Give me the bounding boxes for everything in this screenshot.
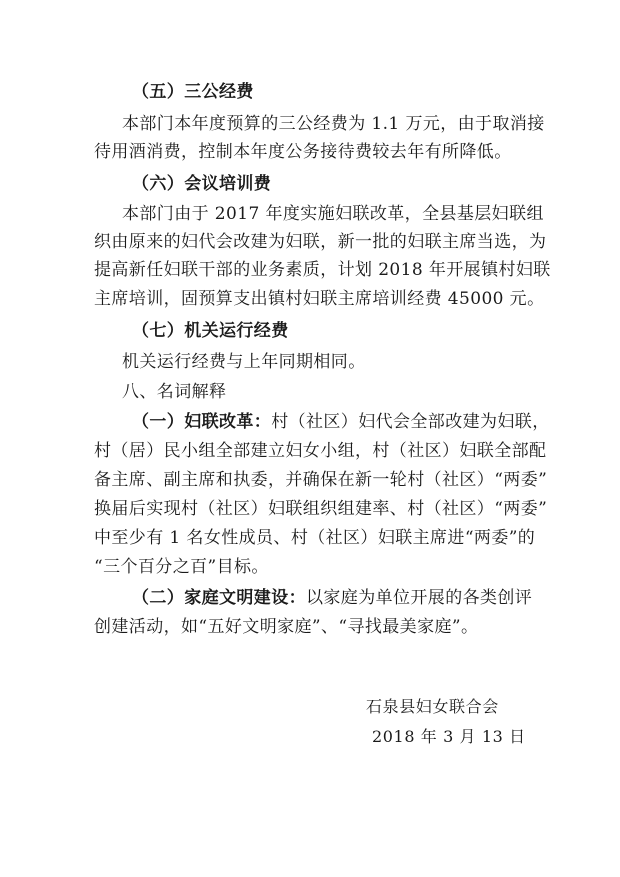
section-heading-5: （五）三公经费 xyxy=(132,82,254,102)
section-heading-7: （七）机关运行经费 xyxy=(132,321,289,341)
section-5-line-1: 本部门本年度预算的三公经费为 1.1 万元，由于取消接 xyxy=(122,114,545,134)
term-1-first-line xyxy=(0,412,620,432)
section-5-line-2: 待用酒消费，控制本年度公务接待费较去年有所降低。 xyxy=(94,142,512,162)
term-1-first-text: 村（社区）妇代会全部改建为妇联， xyxy=(271,412,550,432)
section-heading-6: （六）会议培训费 xyxy=(132,174,272,194)
section-6-line-3: 提高新任妇联干部的业务素质，计划 2018 年开展镇村妇联 xyxy=(94,260,551,280)
term-2-first-text: 以家庭为单位开展的各类创评 xyxy=(306,588,533,608)
signature-organization: 石泉县妇女联合会 xyxy=(366,697,499,716)
term-1-line-2: 村（居）民小组全部建立妇女小组，村（社区）妇联全部配 xyxy=(94,441,547,461)
term-1-label: （一）妇联改革： xyxy=(132,412,272,432)
section-6-line-4: 主席培训，固预算支出镇村妇联主席培训经费 45000 元。 xyxy=(94,289,545,309)
term-1-line-4: 换届后实现村（社区）妇联组织组建率、村（社区）“两委” xyxy=(94,499,548,519)
term-2-first-line xyxy=(0,588,620,608)
term-1-line-3: 备主席、副主席和执委，并确保在新一轮村（社区）“两委” xyxy=(94,470,548,490)
term-2-label: （二）家庭文明建设： xyxy=(132,588,306,608)
section-6-line-1: 本部门由于 2017 年度实施妇联改革，全县基层妇联组 xyxy=(122,204,544,224)
signature-date: 2018 年 3 月 13 日 xyxy=(372,727,526,746)
section-6-line-2: 织由原来的妇代会改建为妇联，新一批的妇联主席当选，为 xyxy=(94,232,547,252)
section-heading-8: 八、名词解释 xyxy=(122,382,227,402)
term-1-line-6: “三个百分之百”目标。 xyxy=(94,557,269,577)
term-1-line-5: 中至少有 1 名女性成员、村（社区）妇联主席进“两委”的 xyxy=(94,528,536,548)
section-7-line-1: 机关运行经费与上年同期相同。 xyxy=(122,352,366,372)
term-2-line-2: 创建活动，如“五好文明家庭”、“寻找最美家庭”。 xyxy=(94,617,479,637)
